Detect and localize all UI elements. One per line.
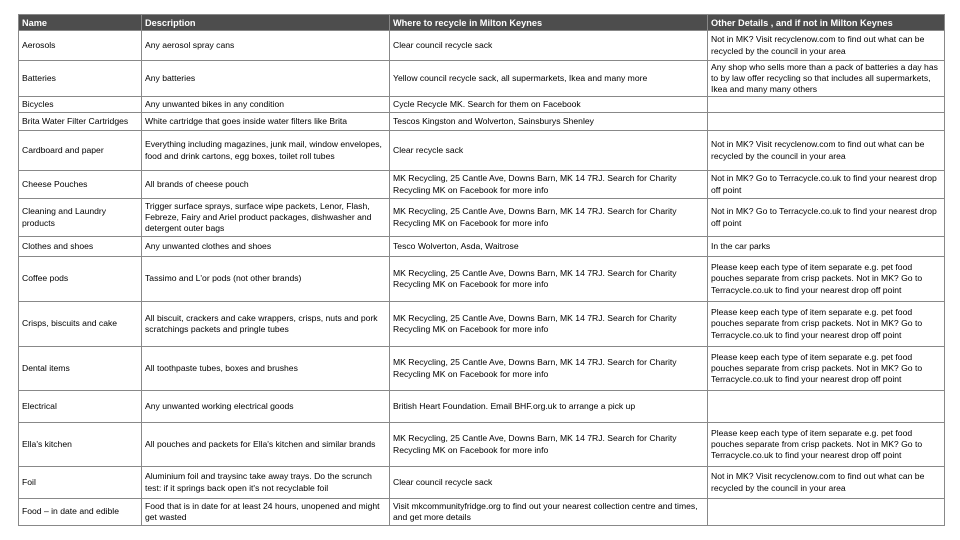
cell-other: Please keep each type of item separate e.g. pet food pouches separate from crisp packets. Not in MK? Go to Terracycle.co.uk to find your nearest drop off point: [708, 257, 945, 302]
cell-description: All toothpaste tubes, boxes and brushes: [142, 347, 390, 391]
cell-where: Clear council recycle sack: [390, 31, 708, 61]
cell-description: All brands of cheese pouch: [142, 171, 390, 199]
cell-where: MK Recycling, 25 Cantle Ave, Downs Barn, MK 14 7RJ. Search for Charity Recycling MK on Facebook for more info: [390, 257, 708, 302]
table-row: [19, 113, 945, 131]
cell-other: [708, 499, 945, 526]
cell-description: Aluminium foil and traysinc take away trays. Do the scrunch test: if it springs back open it's not recyclable foil: [142, 467, 390, 499]
cell-where: British Heart Foundation. Email BHF.org.uk to arrange a pick up: [390, 391, 708, 423]
cell-other: Not in MK? Go to Terracycle.co.uk to find your nearest drop off point: [708, 171, 945, 199]
table-row: [19, 257, 945, 302]
cell-where: MK Recycling, 25 Cantle Ave, Downs Barn, MK 14 7RJ. Search for Charity Recycling MK on Facebook for more info: [390, 302, 708, 347]
table-row: [19, 131, 945, 171]
header-description: Description: [142, 15, 390, 31]
cell-name: Food – in date and edible: [19, 499, 142, 526]
cell-other: Not in MK? Visit recyclenow.com to find out what can be recycled by the council in your area: [708, 467, 945, 499]
cell-where: Cycle Recycle MK. Search for them on Facebook: [390, 97, 708, 113]
cell-name: Cleaning and Laundry products: [19, 199, 142, 237]
cell-name: Brita Water Filter Cartridges: [19, 113, 142, 131]
cell-name: Coffee pods: [19, 257, 142, 302]
cell-name: Electrical: [19, 391, 142, 423]
table-row: [19, 31, 945, 61]
cell-where: MK Recycling, 25 Cantle Ave, Downs Barn, MK 14 7RJ. Search for Charity Recycling MK on Facebook for more info: [390, 423, 708, 467]
cell-name: Bicycles: [19, 97, 142, 113]
table-row: [19, 237, 945, 257]
cell-where: Clear council recycle sack: [390, 467, 708, 499]
table-row: [19, 499, 945, 526]
cell-other: Any shop who sells more than a pack of batteries a day has to by law offer recycling so that includes all supermarkets, Ikea and many many others: [708, 61, 945, 97]
table-row: [19, 97, 945, 113]
cell-where: Tescos Kingston and Wolverton, Sainsburys Shenley: [390, 113, 708, 131]
table-row: [19, 391, 945, 423]
cell-other: Not in MK? Visit recyclenow.com to find out what can be recycled by the council in your area: [708, 31, 945, 61]
header-name: Name: [19, 15, 142, 31]
cell-description: All biscuit, crackers and cake wrappers, crisps, nuts and pork scratchings packets and pringle tubes: [142, 302, 390, 347]
header-where: Where to recycle in Milton Keynes: [390, 15, 708, 31]
cell-description: Tassimo and L'or pods (not other brands): [142, 257, 390, 302]
cell-name: Dental items: [19, 347, 142, 391]
cell-description: Any unwanted bikes in any condition: [142, 97, 390, 113]
table-row: [19, 423, 945, 467]
cell-description: Any unwanted working electrical goods: [142, 391, 390, 423]
cell-other: [708, 391, 945, 423]
cell-other: Please keep each type of item separate e.g. pet food pouches separate from crisp packets. Not in MK? Go to Terracycle.co.uk to find your nearest drop off point: [708, 347, 945, 391]
table-row: [19, 171, 945, 199]
cell-name: Ella's kitchen: [19, 423, 142, 467]
cell-where: Yellow council recycle sack, all supermarkets, Ikea and many more: [390, 61, 708, 97]
recycling-sheet: [18, 14, 944, 526]
cell-name: Foil: [19, 467, 142, 499]
cell-where: Visit mkcommunityfridge.org to find out your nearest collection centre and times, and get more details: [390, 499, 708, 526]
cell-where: MK Recycling, 25 Cantle Ave, Downs Barn, MK 14 7RJ. Search for Charity Recycling MK on Facebook for more info: [390, 347, 708, 391]
cell-where: MK Recycling, 25 Cantle Ave, Downs Barn, MK 14 7RJ. Search for Charity Recycling MK on Facebook for more info: [390, 171, 708, 199]
cell-where: Tesco Wolverton, Asda, Waitrose: [390, 237, 708, 257]
cell-description: Any aerosol spray cans: [142, 31, 390, 61]
cell-other: [708, 97, 945, 113]
header-other: Other Details , and if not in Milton Keynes: [708, 15, 945, 31]
cell-description: White cartridge that goes inside water filters like Brita: [142, 113, 390, 131]
cell-where: MK Recycling, 25 Cantle Ave, Downs Barn, MK 14 7RJ. Search for Charity Recycling MK on Facebook for more info: [390, 199, 708, 237]
cell-description: Any batteries: [142, 61, 390, 97]
table-row: [19, 61, 945, 97]
cell-where: Clear recycle sack: [390, 131, 708, 171]
cell-description: Everything including magazines, junk mail, window envelopes, food and drink cartons, egg boxes, toilet roll tubes: [142, 131, 390, 171]
header-row: [19, 15, 945, 31]
cell-other: Please keep each type of item separate e.g. pet food pouches separate from crisp packets. Not in MK? Go to Terracycle.co.uk to find your nearest drop off point: [708, 423, 945, 467]
cell-name: Cardboard and paper: [19, 131, 142, 171]
cell-name: Aerosols: [19, 31, 142, 61]
cell-description: Trigger surface sprays, surface wipe packets, Lenor, Flash, Febreze, Fairy and Ariel product packages, dishwasher and detergent outer bags: [142, 199, 390, 237]
cell-name: Cheese Pouches: [19, 171, 142, 199]
cell-name: Clothes and shoes: [19, 237, 142, 257]
cell-other: Please keep each type of item separate e.g. pet food pouches separate from crisp packets. Not in MK? Go to Terracycle.co.uk to find your nearest drop off point: [708, 302, 945, 347]
recycling-table: [18, 14, 945, 526]
cell-other: Not in MK? Visit recyclenow.com to find out what can be recycled by the council in your area: [708, 131, 945, 171]
cell-other: Not in MK? Go to Terracycle.co.uk to find your nearest drop off point: [708, 199, 945, 237]
table-row: [19, 199, 945, 237]
cell-name: Crisps, biscuits and cake: [19, 302, 142, 347]
table-row: [19, 347, 945, 391]
cell-other: In the car parks: [708, 237, 945, 257]
cell-name: Batteries: [19, 61, 142, 97]
cell-other: [708, 113, 945, 131]
table-row: [19, 467, 945, 499]
cell-description: Food that is in date for at least 24 hours, unopened and might get wasted: [142, 499, 390, 526]
cell-description: Any unwanted clothes and shoes: [142, 237, 390, 257]
cell-description: All pouches and packets for Ella's kitchen and similar brands: [142, 423, 390, 467]
table-row: [19, 302, 945, 347]
